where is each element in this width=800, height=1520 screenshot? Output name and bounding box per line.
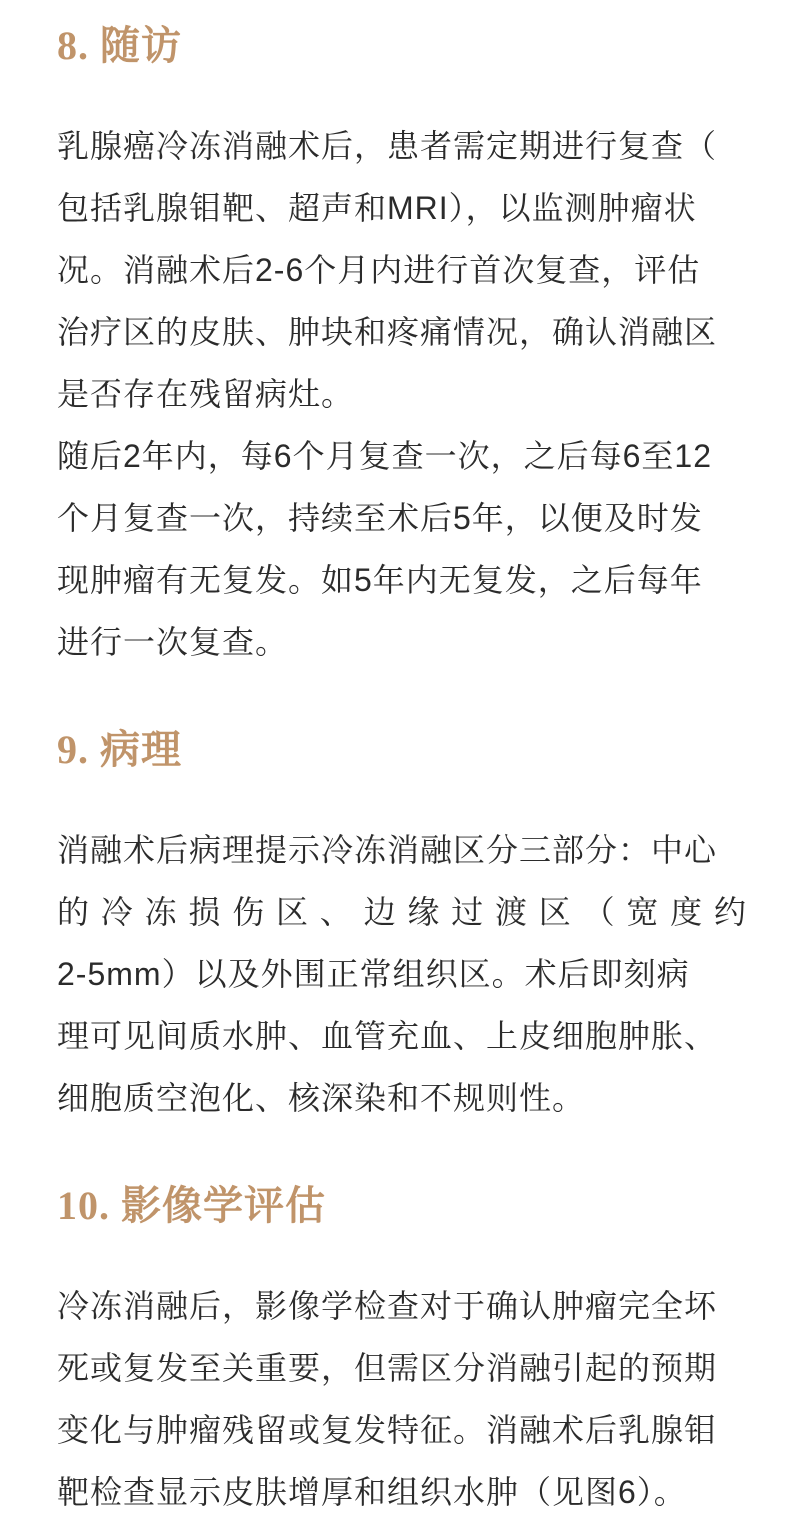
text-line: 是否存在残留病灶。 (57, 376, 355, 412)
text-line: 变化与肿瘤残留或复发特征。消融术后乳腺钼 (57, 1412, 718, 1448)
section-heading: 8. 随访 (57, 23, 182, 68)
section-imaging-evaluation (57, 1184, 746, 1520)
text-line: 包括乳腺钼靶、超声和MRI），以监测肿瘤状 (57, 190, 697, 226)
text-line: 进行一次复查。 (57, 624, 289, 660)
paragraph (57, 425, 746, 673)
text-line: 的冷冻损伤区、边缘过渡区（宽度约 (57, 894, 746, 930)
text-line: 治疗区的皮肤、肿块和疼痛情况，确认消融区 (57, 314, 718, 350)
section-heading: 10. 影像学评估 (57, 1183, 326, 1228)
section-pathology (57, 728, 746, 1129)
text-line: 理可见间质水肿、血管充血、上皮细胞肿胀、 (57, 1018, 718, 1054)
text-line: 个月复查一次，持续至术后5年，以便及时发 (57, 500, 703, 536)
text-line: 2-5mm）以及外围正常组织区。术后即刻病 (57, 956, 690, 992)
paragraph (57, 1275, 746, 1520)
text-line: 况。消融术后2-6个月内进行首次复查，评估 (57, 252, 701, 288)
text-line: 消融术后病理提示冷冻消融区分三部分：中心 (57, 832, 718, 868)
text-line: 细胞质空泡化、核深染和不规则性。 (57, 1080, 586, 1116)
text-line: 死或复发至关重要，但需区分消融引起的预期 (57, 1350, 718, 1386)
paragraph (57, 819, 746, 1129)
section-heading: 9. 病理 (57, 727, 182, 772)
section-follow-up (57, 24, 746, 673)
paragraph (57, 115, 746, 425)
text-line: 乳腺癌冷冻消融术后，患者需定期进行复查（ (57, 128, 718, 164)
text-line: 冷冻消融后，影像学检查对于确认肿瘤完全坏 (57, 1288, 718, 1324)
text-line: 现肿瘤有无复发。如5年内无复发，之后每年 (57, 562, 703, 598)
text-line: 靶检查显示皮肤增厚和组织水肿（见图6）。 (57, 1474, 687, 1510)
text-line: 随后2年内，每6个月复查一次，之后每6至12 (57, 438, 712, 474)
